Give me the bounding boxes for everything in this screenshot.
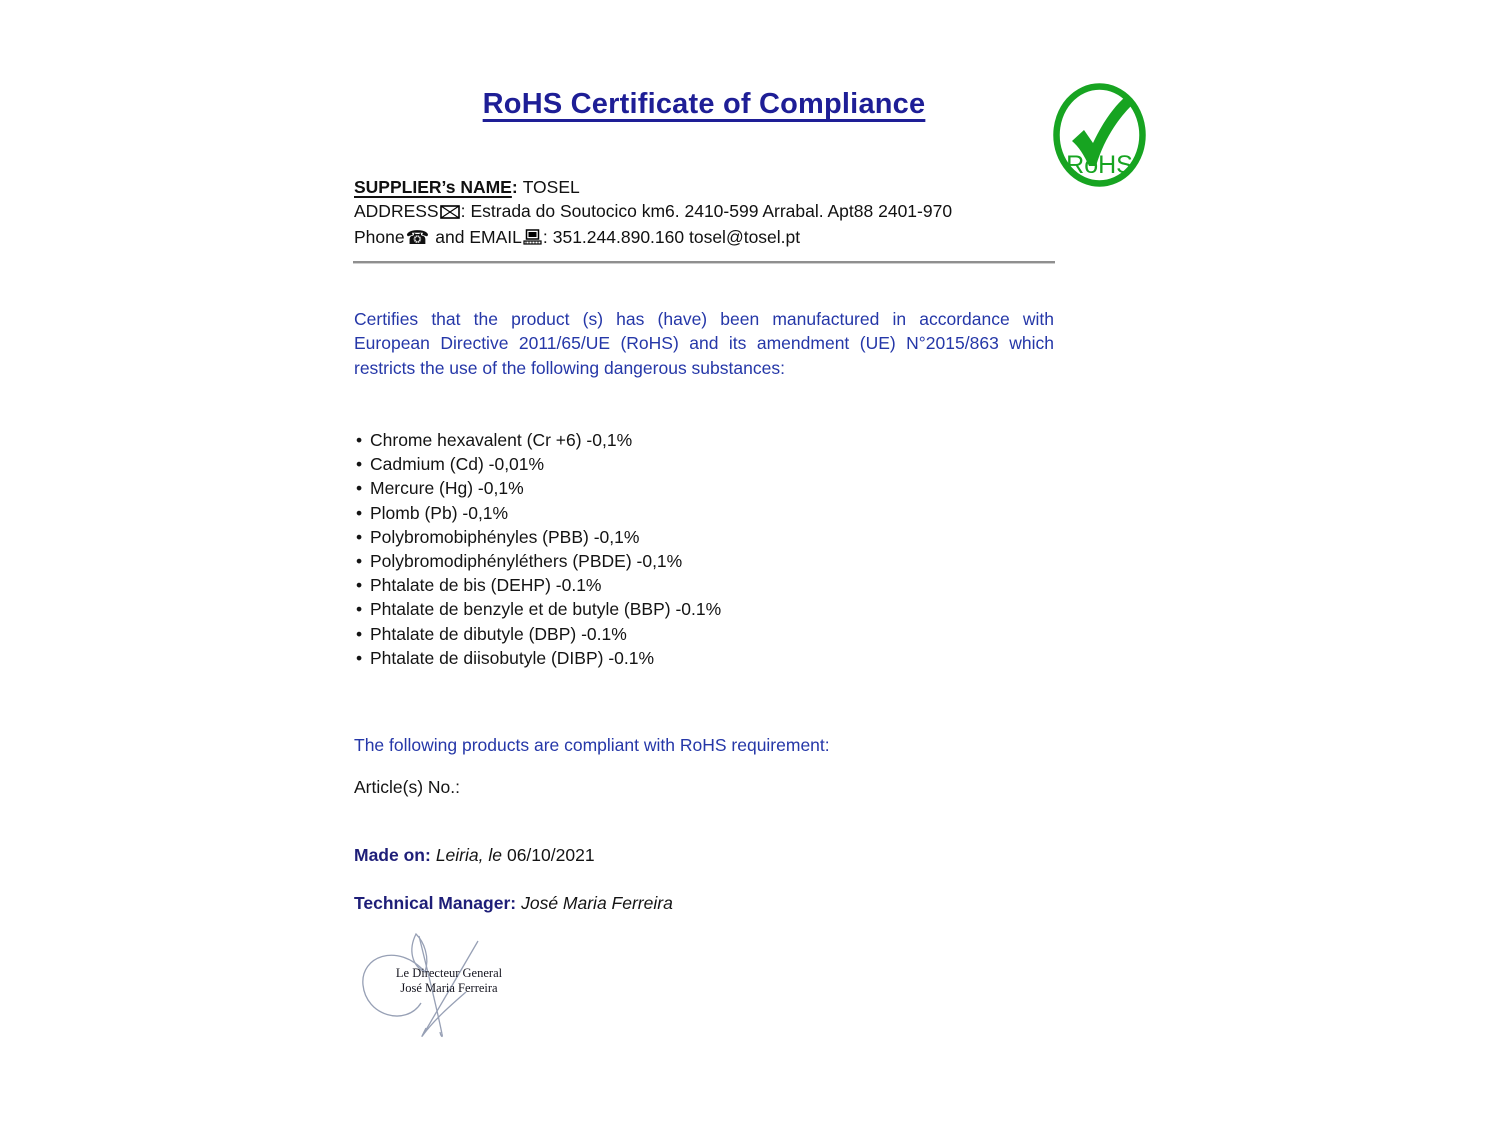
certification-line-1: Certifies that the product (s) has (have) been manufactured in accordance with <box>354 309 1054 329</box>
made-on-label: Made on: <box>354 845 431 865</box>
rohs-logo <box>1051 82 1148 188</box>
substance-text: Mercure (Hg) -0,1% <box>370 478 524 499</box>
signature-caption-line-1: Le Directeur General <box>395 966 503 980</box>
bullet: • <box>356 551 363 572</box>
bullet: • <box>356 623 363 644</box>
phone-email-value: 351.244.890.160 tosel@tosel.pt <box>552 227 801 247</box>
substance-text: Phtalate de diisobutyle (DIBP) -0.1% <box>370 647 655 668</box>
substances-list <box>356 428 721 670</box>
made-on-date: 06/10/2021 <box>506 845 595 865</box>
compliance-statement: The following products are compliant with RoHS requirement: <box>354 735 830 755</box>
section-divider <box>353 261 1055 264</box>
bullet: • <box>356 478 363 499</box>
list-item <box>356 476 721 500</box>
address-value: Estrada do Soutocico km6. 2410-599 Arrabal. Apt88 2401-970 <box>470 201 953 221</box>
supplier-name-value: TOSEL <box>522 177 580 197</box>
supplier-name-label: SUPPLIER’s NAME <box>354 177 512 197</box>
list-item <box>356 501 721 525</box>
list-item <box>356 646 721 670</box>
contact-colon: : <box>542 227 548 247</box>
page-title-text: RoHS Certificate of Compliance <box>482 88 926 120</box>
supplier-name-row <box>354 175 952 199</box>
list-item <box>356 525 721 549</box>
bullet: • <box>356 647 363 668</box>
bullet: • <box>356 575 363 596</box>
signature-caption-line-2: José Maria Ferreira <box>400 981 498 995</box>
computer-icon <box>523 227 542 251</box>
supplier-name-colon: : <box>511 177 518 197</box>
substance-text: Cadmium (Cd) -0,01% <box>370 454 545 475</box>
supplier-address-row <box>354 199 952 225</box>
substance-text: Phtalate de benzyle et de butyle (BBP) -0.1% <box>370 599 722 620</box>
technical-manager-row <box>354 893 673 914</box>
address-label: ADDRESS <box>354 201 439 221</box>
signature-block <box>352 924 527 1052</box>
bullet: • <box>356 599 363 620</box>
certification-line-3: restricts the use of the following dangerous substances: <box>354 357 785 378</box>
made-on-row <box>354 845 595 866</box>
made-on-place: Leiria, le <box>435 845 502 865</box>
certification-statement <box>354 307 1054 380</box>
supplier-contact-row <box>354 225 952 251</box>
bullet: • <box>356 526 363 547</box>
substance-text: Plomb (Pb) -0,1% <box>370 502 509 523</box>
bullet: • <box>356 502 363 523</box>
list-item <box>356 573 721 597</box>
rohs-logo-label: RoHS <box>1066 151 1133 179</box>
articles-label: Article(s) No.: <box>354 777 460 797</box>
substance-text: Polybromobiphényles (PBB) -0,1% <box>370 526 640 547</box>
address-colon: : <box>460 201 466 221</box>
list-item <box>356 549 721 573</box>
supplier-block <box>354 175 952 251</box>
list-item <box>356 597 721 621</box>
telephone-icon: ☎ <box>405 228 430 249</box>
list-item <box>356 452 721 476</box>
list-item <box>356 622 721 646</box>
bullet: • <box>356 454 363 475</box>
list-item <box>356 428 721 452</box>
substance-text: Phtalate de bis (DEHP) -0.1% <box>370 575 602 596</box>
page-title <box>353 88 1055 121</box>
technical-manager-label: Technical Manager: <box>354 893 517 913</box>
substance-text: Phtalate de dibutyle (DBP) -0.1% <box>370 623 627 644</box>
signature-caption <box>394 966 504 996</box>
rohs-logo-graphic <box>1051 82 1148 188</box>
bullet: • <box>356 430 363 450</box>
and-email-label: and EMAIL <box>435 227 522 247</box>
certification-line-2: European Directive 2011/65/UE (RoHS) and its amendment (UE) N°2015/863 which <box>354 333 1054 354</box>
phone-label: Phone <box>354 227 405 247</box>
envelope-icon <box>440 201 460 225</box>
substance-text: Chrome hexavalent (Cr +6) -0,1% <box>370 430 633 450</box>
substance-text: Polybromodiphényléthers (PBDE) -0,1% <box>370 551 683 572</box>
technical-manager-name: José Maria Ferreira <box>521 893 673 913</box>
